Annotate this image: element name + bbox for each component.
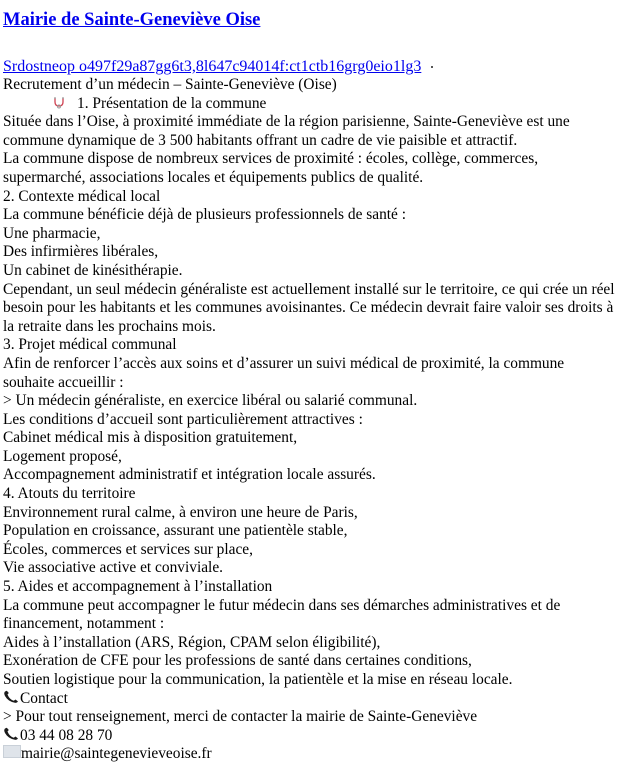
paragraph: Afin de renforcer l’accès aux soins et d’assurer un suivi médical de proximité, la commune souhaite accueillir : [3,354,565,391]
contact-phone [3,727,619,746]
paragraph: La commune bénéficie déjà de plusieurs professionnels de santé : [3,206,407,224]
target-profile: > Un médecin généraliste, en exercice libéral ou salarié communal. [3,392,418,410]
list-item: Vie associative active et conviviale. [3,559,224,577]
list-item: Environnement rural calme, à environ une heure de Paris, [3,503,358,521]
paragraph: La commune dispose de nombreux services de proximité : écoles, collège, commerces, supermarché, associations locales et équipements publics de qualité. [3,150,539,186]
subtitle: Recrutement d’un médecin – Sainte-Geneviève (Oise) [3,76,337,93]
section-3-heading: 3. Projet médical communal [3,336,177,354]
paragraph: Les conditions d’accueil sont particulièrement attractives : [3,410,363,428]
list-item: Cabinet médical mis à disposition gratuitement, [3,429,298,447]
list-item: Accompagnement administratif et intégration locale assurés. [3,466,376,484]
contact-line: > Pour tout renseignement, merci de contacter la mairie de Sainte-Geneviève [3,708,478,726]
list-item: Une pharmacie, [3,224,101,242]
section-4-heading: 4. Atouts du territoire [3,485,136,503]
stethoscope-icon [53,96,65,108]
email-address[interactable]: mairie@saintegenevieveoise.fr [21,745,212,763]
tracking-link[interactable]: Srdostneop o497f29a87gg6t3,8l647c94014f:ct1ctb16grg0eio1lg3 [3,58,422,75]
contact-heading [3,690,619,709]
list-item: Population en croissance, assurant une patientèle stable, [3,522,348,540]
section-1-heading [3,95,619,114]
section-5-heading: 5. Aides et accompagnement à l’installation [3,578,273,596]
page-title[interactable]: Mairie de Sainte-Geneviève Oise [3,10,261,30]
contact-heading-text: Contact [20,689,68,707]
phone-icon [3,727,19,741]
envelope-icon [3,745,21,758]
list-item: Un cabinet de kinésithérapie. [3,261,183,279]
contact-email [3,745,619,764]
list-item: Exonération de CFE pour les professions de santé dans certaines conditions, [3,652,472,670]
dot-marker [431,66,433,68]
paragraph: Cependant, un seul médecin généraliste est actuellement installé sur le territoire, ce qui crée un réel besoin pour les habitants et les communes avoisinantes. Ce médecin devrait faire valoir ses droits à la retraite dans les prochains mois. [3,280,615,335]
list-item: Soutien logistique pour la communication, la patientèle et la mise en réseau locale. [3,671,513,688]
list-item: Aides à l’installation (ARS, Région, CPAM selon éligibilité), [3,633,381,651]
section-1-heading-text: 1. Présentation de la commune [77,94,267,112]
phone-icon [3,690,19,704]
paragraph: La commune peut accompagner le futur médecin dans ses démarches administratives et de financement, notamment : [3,596,561,633]
list-item: Écoles, commerces et services sur place, [3,540,253,558]
section-2-heading: 2. Contexte médical local [3,187,161,205]
phone-number[interactable]: 03 44 08 28 70 [20,726,113,744]
list-item: Des infirmières libérales, [3,243,159,261]
list-item: Logement proposé, [3,447,122,465]
paragraph: Située dans l’Oise, à proximité immédiate de la région parisienne, Sainte-Geneviève est une commune dynamique de 3 500 habitants offrant un cadre de vie paisible et attractif. [3,113,570,149]
